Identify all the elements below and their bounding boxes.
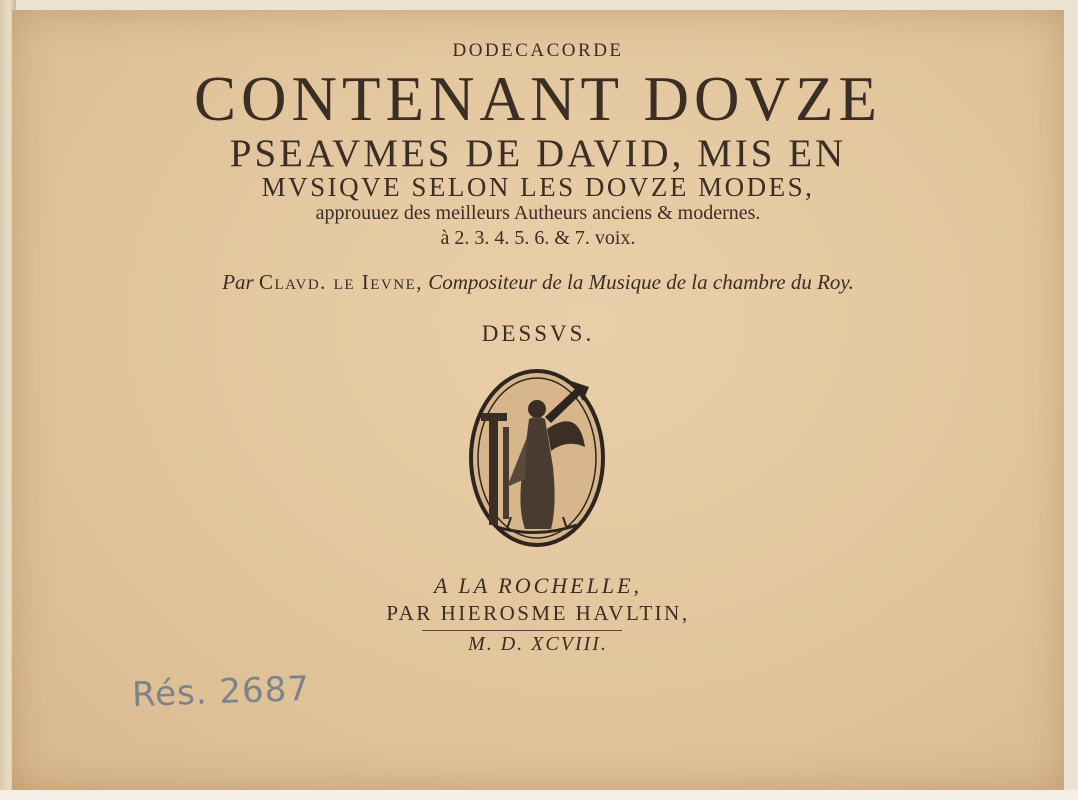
author-par: Par	[222, 270, 254, 294]
printer-device-icon	[467, 367, 607, 549]
subtitle-line-4: approuuez des meilleurs Autheurs anciens & modernes.	[315, 202, 761, 224]
subtitle-line-1: CONTENANT DOVZE	[193, 64, 883, 134]
subtitle-line-3: MVSIQVE SELON LES DOVZE MODES,	[261, 172, 815, 202]
subtitle-line-2: PSEAVMES DE DAVID, MIS EN	[229, 132, 847, 175]
voice-part: DESSVS.	[481, 321, 595, 346]
title-page	[12, 10, 1064, 790]
author-name: Clavd. le Ievne,	[258, 270, 423, 294]
shelfmark-pencil-note: Rés. 2687	[131, 668, 311, 716]
imprint-rule	[422, 630, 622, 631]
author-line	[12, 272, 1064, 293]
author-role: Compositeur de la Musique de la chambre du Roy.	[428, 270, 854, 294]
imprint-printer: PAR HIEROSME HAVLTIN,	[386, 601, 690, 625]
imprint-city: A LA ROCHELLE,	[433, 573, 643, 598]
voices-line: à 2. 3. 4. 5. 6. & 7. voix.	[440, 227, 636, 249]
bottom-margin	[0, 790, 1078, 800]
imprint-year: M. D. XCVIII.	[468, 633, 608, 655]
work-title: DODECACORDE	[452, 40, 624, 61]
